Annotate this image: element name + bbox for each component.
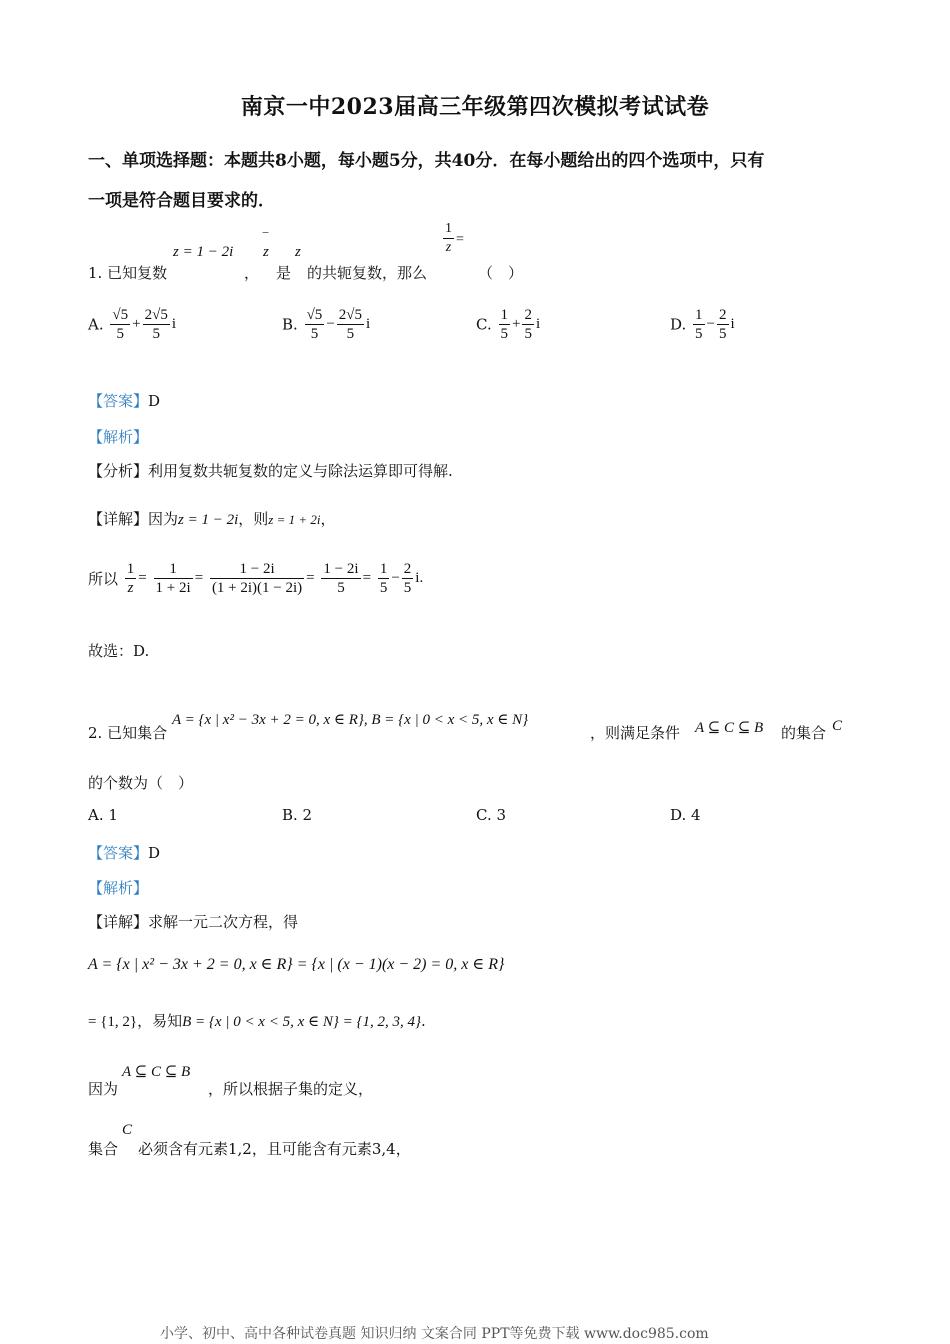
q1-frac-1-over-zbar: $\frac{1}{z}$ = (445, 221, 464, 255)
q2-cond: A ⊆ C ⊆ B (695, 720, 764, 736)
q2-eq2: = {1, 2}，易知B = {x | 0 < x < 5, x ∈ N} = {1, 2, 3, 4}. (88, 1012, 426, 1030)
q2-eq1: A = {x | x² − 3x + 2 = 0, x ∈ R} = {x | (x − 1)(x − 2) = 0, x ∈ R} (88, 956, 505, 973)
q1-analysis-tag: 【解析】 (88, 428, 149, 446)
q1-paren: （ ） (478, 264, 524, 282)
q2-sets: A = {x | x² − 3x + 2 = 0, x ∈ R}, B = {x | 0 < x < 5, x ∈ N} (172, 712, 529, 728)
q2-cond-pre: ，则满足条件 (590, 724, 681, 742)
document-page: 南京一中2023届高三年级第四次模拟考试试卷 一、单项选择题：本题共8小题，每小题5分，共40分．在每小题给出的四个选项中，只有 一项是符合题目要求的． 1. 已知复数 z = 1 − 2i ， ‾ z 是 z 的共轭复数，那么 $\frac{1}{z}$ = （ ） A. $\frac{√5}{5}$ + $\frac{2√5}{5}$ i B. $\frac{√5}{5}$ − $\frac{2√5}{5}$ i C. $\frac{1}{5}$ + $\frac{2}{5}$ i D. $\frac{1}{5}$ − $\frac{2}{5}$ i 【答案】D 【解析】 【分析】利用复数共轭复数的定义与除法运算即可得解. 【详解】因为z = 1 − 2i，则z = 1 + 2i， 所以 $\frac{1}{z}$ = $\frac{1}{1 + 2i}$ = $\frac{1 - 2i}{(1 + 2i)(1 - 2i)}$ = $\frac{1 - 2i}{5}$ = $\frac{1}{5}$ − $\frac{2}{5}$ i. 故选：D. 2. 已知集合 A = {x | x² − 3x + 2 = 0, x ∈ R}, B = {x | 0 < x < 5, x ∈ N} ，则满足条件 A ⊆ C ⊆ B 的集合 C 的个数为（ ） A. 1 B. 2 C. 3 D. 4 【答案】D 【解析】 【详解】求解一元二次方程，得 A = {x | x² − 3x + 2 = 0, x ∈ R} = {x | (x − 1)(x − 2) = 0, x ∈ R} = {1, 2}，易知B = {x | 0 < x < 5, x ∈ N} = {1, 2, 3, 4}. 因为 A ⊆ C ⊆ B ，所以根据子集的定义， 集合 C 必须含有元素1,2，且可能含有元素3,4， 小学、初中、高中各种试卷真题 知识归纳 文案合同 PPT等免费下载 www.doc985.com (0, 0, 950, 1344)
q1-answer: 【答案】D (88, 392, 161, 410)
q2-option-d: D. 4 (670, 806, 701, 824)
q2-because-expr: A ⊆ C ⊆ B (122, 1064, 191, 1080)
q1-zbar: z (263, 244, 269, 260)
q2-because-post: ，所以根据子集的定义， (208, 1080, 374, 1098)
page-footer: 小学、初中、高中各种试卷真题 知识归纳 文案合同 PPT等免费下载 www.doc985.com (160, 1326, 709, 1342)
q2-set-pre: 集合 (88, 1140, 119, 1158)
q2-because-pre: 因为 (88, 1080, 119, 1098)
q1-option-a: A. $\frac{√5}{5}$ + $\frac{2√5}{5}$ i (88, 307, 176, 342)
q2-cond-post: 的集合 (781, 724, 827, 742)
q1-z: z (295, 244, 301, 260)
exam-title: 南京一中2023届高三年级第四次模拟考试试卷 (240, 94, 710, 120)
section-heading-line2: 一项是符合题目要求的． (88, 191, 275, 211)
section-heading-line1: 一、单项选择题：本题共8小题，每小题5分，共40分．在每小题给出的四个选项中，只有 (88, 151, 765, 171)
q1-solution-line: 所以 $\frac{1}{z}$ = $\frac{1}{1 + 2i}$ = $\frac{1 - 2i}{(1 + 2i)(1 - 2i)}$ = $\frac{1 - 2i}{5}$ = $\frac{1}{5}$ − $\frac{2}{5}$ i. (88, 561, 424, 596)
q1-choose: 故选：D. (88, 642, 150, 660)
q1-option-c: C. $\frac{1}{5}$ + $\frac{2}{5}$ i (476, 307, 541, 342)
q1-prefix: 1. 已知复数 (88, 264, 168, 282)
q2-set-post: 必须含有元素1,2，且可能含有元素3,4， (138, 1140, 411, 1158)
q2-analysis-tag: 【解析】 (88, 879, 149, 897)
q1-option-b: B. $\frac{√5}{5}$ − $\frac{2√5}{5}$ i (282, 307, 371, 342)
q2-answer: 【答案】D (88, 844, 161, 862)
q2-option-c: C. 3 (476, 806, 507, 824)
q2-set-c: C (832, 718, 843, 734)
q1-is: 是 (276, 264, 292, 282)
q1-fenxi: 【分析】利用复数共轭复数的定义与除法运算即可得解. (88, 462, 453, 480)
q1-comma: ， (244, 264, 260, 282)
q1-option-d: D. $\frac{1}{5}$ − $\frac{2}{5}$ i (670, 307, 735, 342)
q2-line2: 的个数为（ ） (88, 774, 194, 792)
q1-detail: 【详解】因为z = 1 − 2i，则z = 1 + 2i， (88, 510, 336, 528)
q2-option-a: A. 1 (88, 806, 118, 824)
q1-z-expr: z = 1 − 2i (173, 244, 234, 260)
q2-set-c-symbol: C (122, 1122, 133, 1138)
q1-conj-text: 的共轭复数，那么 (307, 264, 428, 282)
q2-prefix: 2. 已知集合 (88, 724, 168, 742)
q2-detail: 【详解】求解一元二次方程，得 (88, 913, 299, 931)
q2-option-b: B. 2 (282, 806, 313, 824)
